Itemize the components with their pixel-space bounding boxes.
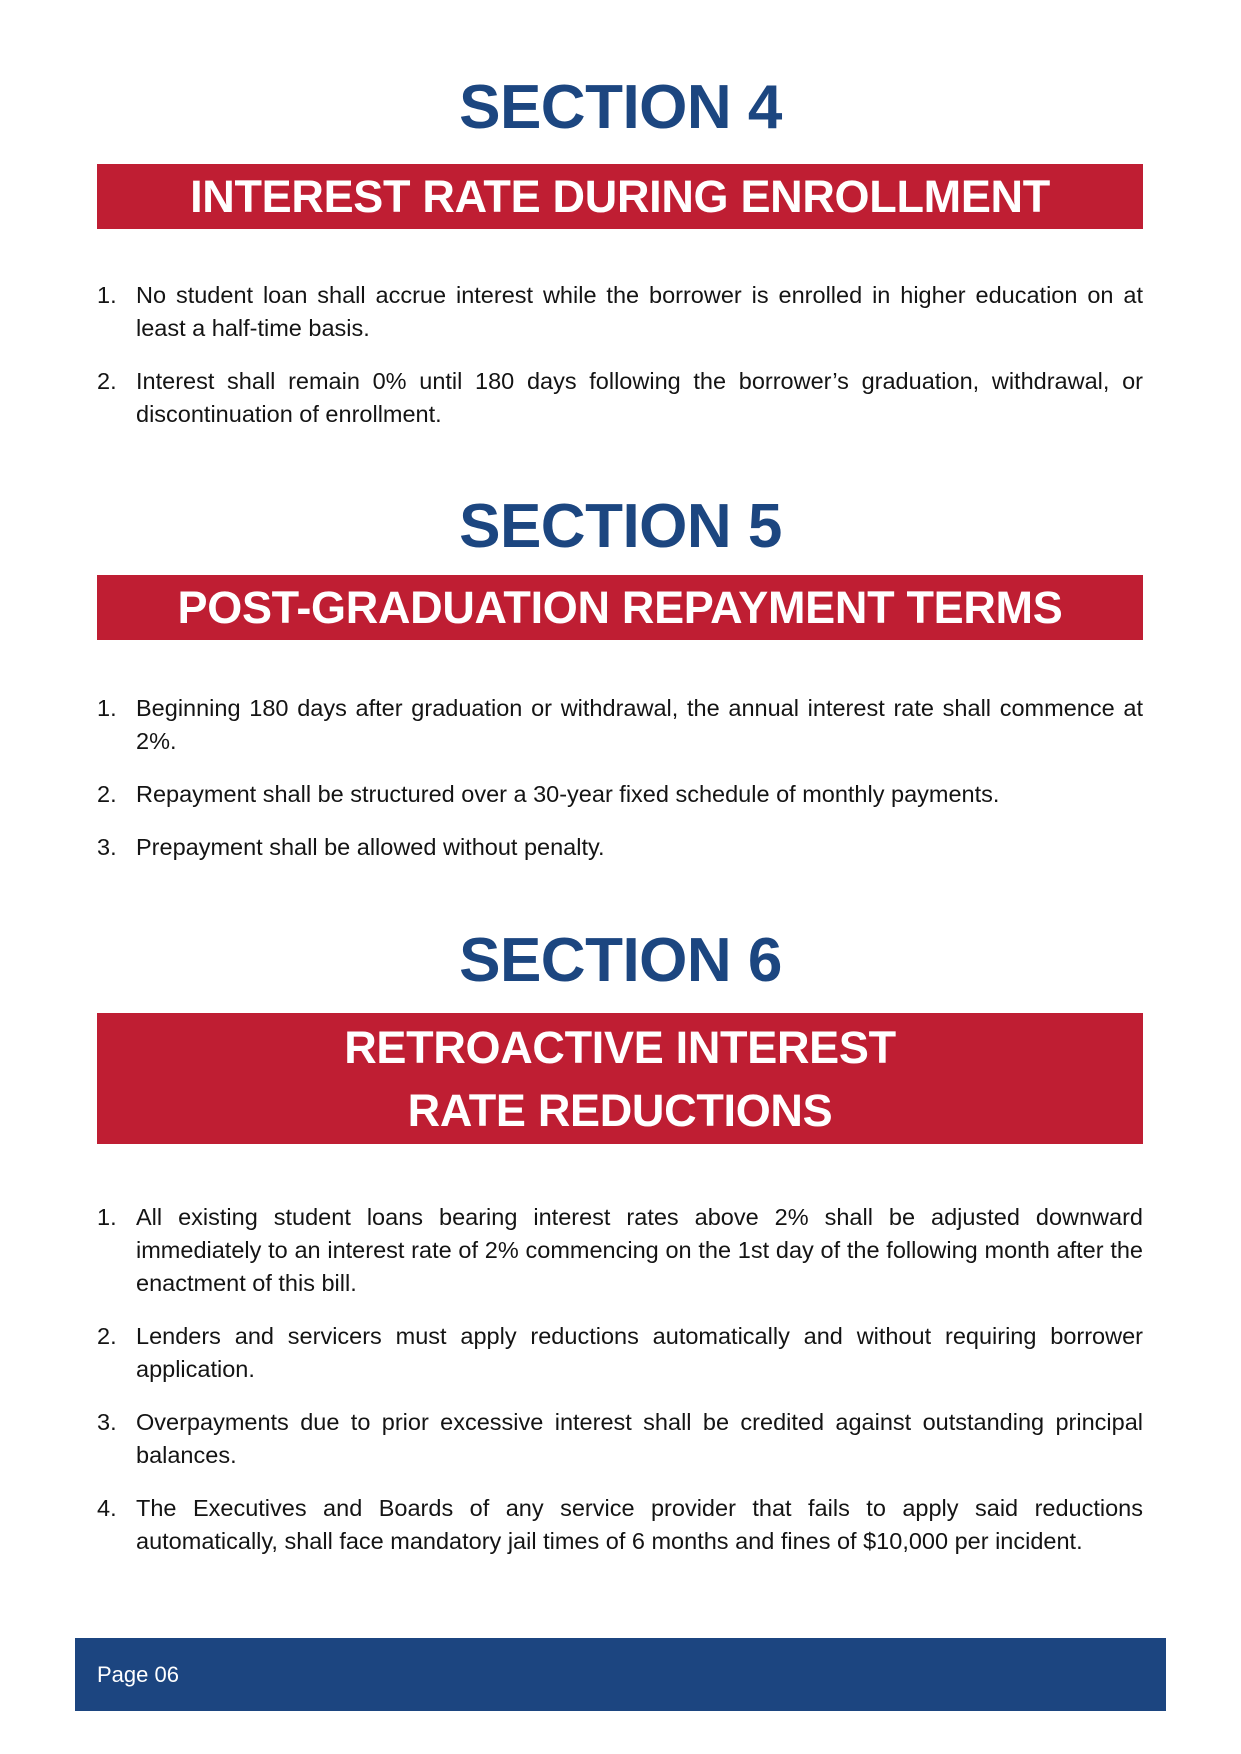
item-text: Lenders and servicers must apply reductions automatically and without requiring borrower application. [136,1323,1143,1382]
list-item [97,279,1143,345]
item-number: 2. [97,1323,117,1349]
item-number: 3. [97,1409,117,1435]
list-item [97,1320,1143,1386]
section-4-heading: INTEREST RATE DURING ENROLLMENT [190,170,1050,222]
section-6-heading-line-1: RETROACTIVE INTEREST [344,1021,896,1073]
section-5-heading: POST-GRADUATION REPAYMENT TERMS [177,581,1063,633]
item-text: All existing student loans bearing interest rates above 2% shall be adjusted downward immediately to an interest rate of 2% commencing on the 1st day of the following month after the enactment of this bill. [136,1204,1143,1296]
section-6-title: SECTION 6 [459,926,782,995]
section-4-title: SECTION 4 [459,73,782,142]
item-number: 2. [97,368,117,394]
list-item [97,778,1143,811]
item-number: 1. [97,695,117,721]
item-number: 1. [97,1204,117,1230]
section-5-title: SECTION 5 [459,492,782,561]
item-number: 3. [97,834,117,860]
item-text: Prepayment shall be allowed without penalty. [136,834,605,860]
list-item [97,1406,1143,1472]
list-item [97,1492,1143,1558]
list-item [97,692,1143,758]
item-text: Repayment shall be structured over a 30-year fixed schedule of monthly payments. [136,781,1000,807]
section-6-heading-banner [97,1013,1143,1144]
item-text: Overpayments due to prior excessive interest shall be credited against outstanding principal balances. [136,1409,1143,1468]
item-number: 1. [97,282,117,308]
item-number: 4. [97,1495,117,1521]
section-4-list [97,279,1143,451]
list-item [97,365,1143,431]
page-footer [75,1638,1166,1711]
item-text: Beginning 180 days after graduation or withdrawal, the annual interest rate shall commence at 2%. [136,695,1143,754]
section-5-heading-banner [97,575,1143,640]
list-item [97,1201,1143,1300]
item-text: Interest shall remain 0% until 180 days following the borrower’s graduation, withdrawal, or discontinuation of enrollment. [136,368,1143,427]
section-5-list [97,692,1143,884]
section-4-heading-banner [97,164,1143,229]
section-6-heading-line-2: RATE REDUCTIONS [407,1084,833,1136]
item-text: No student loan shall accrue interest while the borrower is enrolled in higher education on at least a half-time basis. [136,282,1143,341]
item-number: 2. [97,781,117,807]
item-text: The Executives and Boards of any service provider that fails to apply said reductions automatically, shall face mandatory jail times of 6 months and fines of $10,000 per incident. [136,1495,1143,1554]
section-6-list [97,1201,1143,1578]
page-number: Page 06 [97,1661,179,1687]
list-item [97,831,1143,864]
